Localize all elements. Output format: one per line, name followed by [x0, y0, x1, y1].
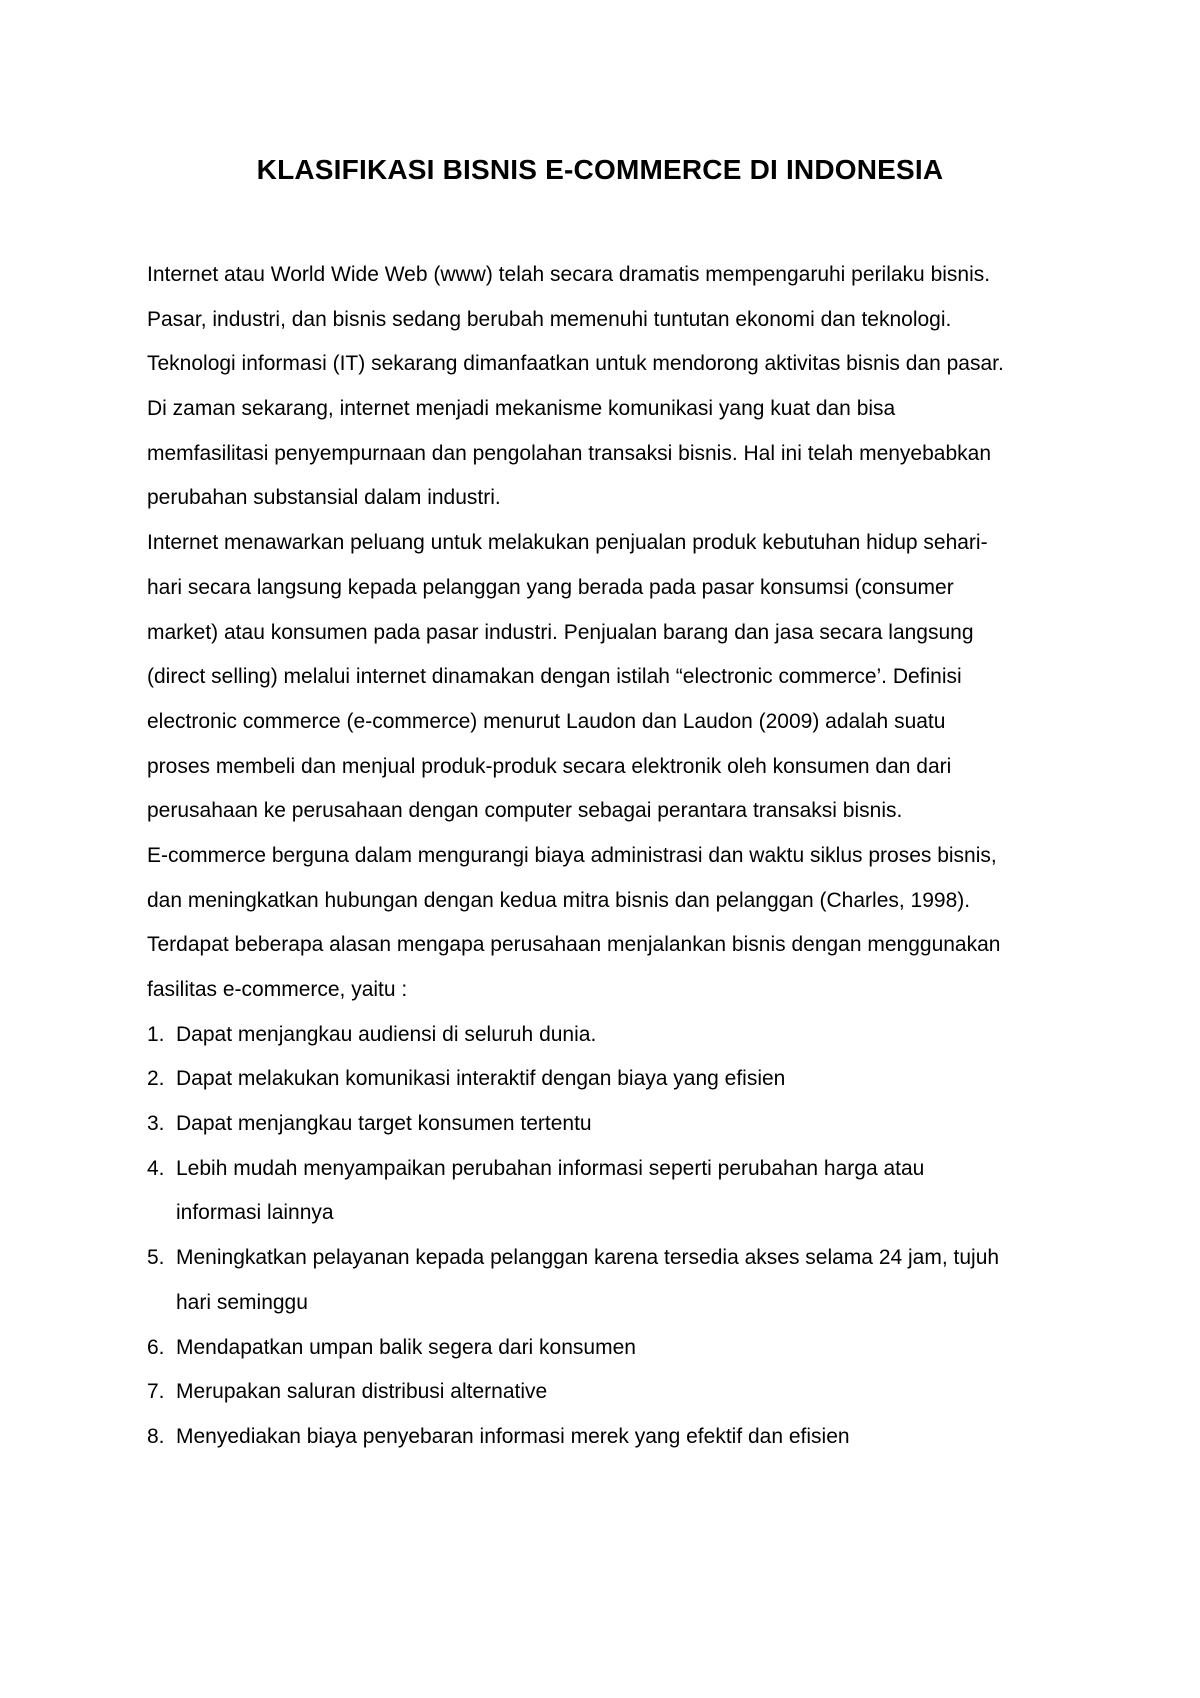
- paragraph-line: Terdapat beberapa alasan mengapa perusahaan menjalankan bisnis dengan menggunakan: [147, 933, 1001, 957]
- list-item: [147, 1013, 1072, 1058]
- document-title: KLASIFIKASI BISNIS E-COMMERCE DI INDONESIA: [256, 154, 944, 185]
- list-item-text: Lebih mudah menyampaikan perubahan informasi seperti perubahan harga atau: [176, 1156, 925, 1180]
- paragraph-line: Internet atau World Wide Web (www) telah secara dramatis mempengaruhi perilaku bisnis.: [147, 263, 991, 286]
- list-item: [147, 1147, 1072, 1236]
- paragraph-line: memfasilitasi penyempurnaan dan pengolahan transaksi bisnis. Hal ini telah menyebabkan: [147, 441, 991, 465]
- list-item-number: 7.: [147, 1380, 165, 1404]
- paragraph-line: Di zaman sekarang, internet menjadi mekanisme komunikasi yang kuat dan bisa: [147, 397, 896, 421]
- paragraph-line: Internet menawarkan peluang untuk melakukan penjualan produk kebutuhan hidup sehari-: [147, 531, 988, 555]
- list-item: [147, 1057, 1072, 1102]
- list-item: [147, 1236, 1072, 1325]
- list-item-text: Mendapatkan umpan balik segera dari konsumen: [176, 1335, 636, 1359]
- paragraph-line: hari secara langsung kepada pelanggan yang berada pada pasar konsumsi (consumer: [147, 575, 954, 599]
- list-item-number: 5.: [147, 1246, 165, 1270]
- reasons-list: [147, 1013, 1072, 1460]
- list-item-text: Dapat menjangkau target konsumen tertentu: [176, 1112, 592, 1136]
- paragraph-line: proses membeli dan menjual produk-produk secara elektronik oleh konsumen dan dari: [147, 754, 952, 778]
- paragraph-line: dan meningkatkan hubungan dengan kedua mitra bisnis dan pelanggan (Charles, 1998).: [147, 888, 971, 912]
- list-item-number: 4.: [147, 1156, 165, 1180]
- list-item-text: informasi lainnya: [176, 1201, 334, 1225]
- paragraph-line: Teknologi informasi (IT) sekarang dimanfaatkan untuk mendorong aktivitas bisnis dan pasar.: [147, 352, 1004, 376]
- list-item-number: 2.: [147, 1067, 165, 1091]
- list-item: [147, 1415, 1072, 1460]
- list-item: [147, 1102, 1072, 1147]
- paragraph-line: perusahaan ke perusahaan dengan computer sebagai perantara transaksi bisnis.: [147, 799, 903, 823]
- list-item-number: 8.: [147, 1424, 165, 1448]
- paragraph-line: fasilitas e-commerce, yaitu :: [147, 978, 408, 1001]
- list-item-text: Merupakan saluran distribusi alternative: [176, 1380, 548, 1404]
- list-item-number: 6.: [147, 1335, 165, 1359]
- list-item-text: Meningkatkan pelayanan kepada pelanggan karena tersedia akses selama 24 jam, tujuh: [176, 1246, 1000, 1270]
- document-body: [147, 253, 1072, 1460]
- paragraph-line: E-commerce berguna dalam mengurangi biaya administrasi dan waktu siklus proses bisnis,: [147, 843, 997, 867]
- body-paragraph: [147, 253, 1072, 1013]
- paragraph-line: Pasar, industri, dan bisnis sedang berubah memenuhi tuntutan ekonomi dan teknologi.: [147, 307, 952, 331]
- list-item-text: hari seminggu: [176, 1290, 308, 1314]
- list-item: [147, 1370, 1072, 1415]
- list-item: [147, 1326, 1072, 1371]
- paragraph-line: electronic commerce (e-commerce) menurut Laudon dan Laudon (2009) adalah suatu: [147, 709, 946, 733]
- list-item-number: 1.: [147, 1022, 165, 1046]
- paragraph-line: market) atau konsumen pada pasar industri. Penjualan barang dan jasa secara langsung: [147, 620, 974, 644]
- paragraph-line: (direct selling) melalui internet dinamakan dengan istilah “electronic commerce’. Definisi: [147, 665, 962, 689]
- list-item-number: 3.: [147, 1112, 165, 1136]
- list-item-text: Dapat melakukan komunikasi interaktif dengan biaya yang efisien: [176, 1067, 786, 1091]
- paragraph-line: perubahan substansial dalam industri.: [147, 486, 501, 510]
- list-item-text: Menyediakan biaya penyebaran informasi merek yang efektif dan efisien: [176, 1424, 850, 1448]
- list-item-text: Dapat menjangkau audiensi di seluruh dunia.: [176, 1022, 597, 1046]
